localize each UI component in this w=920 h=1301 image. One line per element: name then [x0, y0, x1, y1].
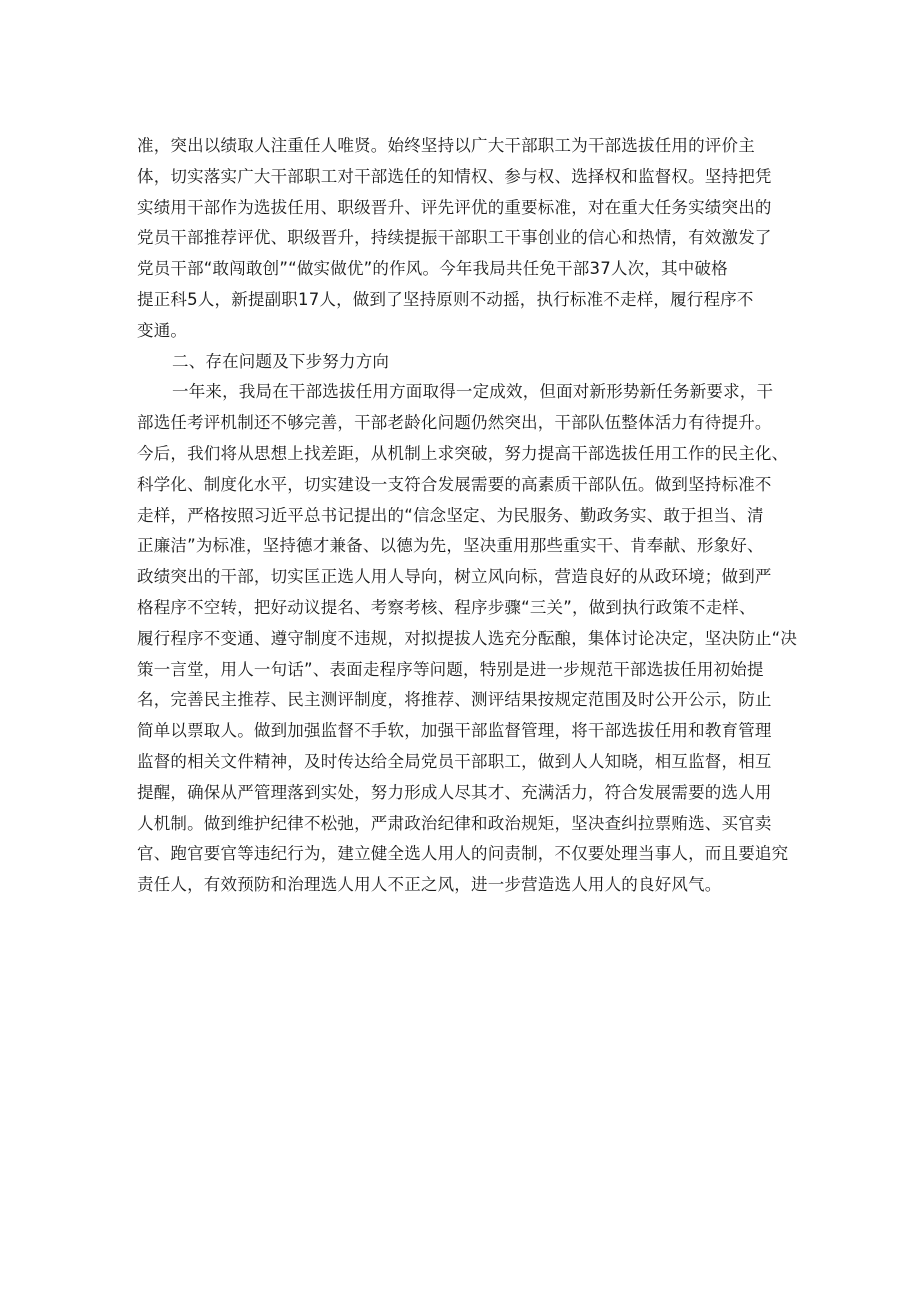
text-line: 策一言堂，用人一句话”、表面走程序等问题，特别是进一步规范干部选拔任用初始提 [137, 659, 764, 679]
text-line: 监督的相关文件精神，及时传达给全局党员干部职工，做到人人知晓，相互监督，相互 [137, 751, 772, 771]
text-line: 体，切实落实广大干部职工对干部选任的知情权、参与权、选择权和监督权。坚持把凭 [137, 166, 772, 186]
document-body [137, 131, 799, 901]
text-line: 今后，我们将从思想上找差距，从机制上求突破，努力提高干部选拔任用工作的民主化、 [137, 443, 789, 463]
text-line: 准，突出以绩取人注重任人唯贤。始终坚持以广大干部职工为干部选拔任用的评价主 [137, 136, 755, 155]
text-line: 党员干部“敢闯敢创”“做实做优”的作风。今年我局共任免干部37人次，其中破格 [137, 259, 728, 279]
text-line: 科学化、制度化水平，切实建设一支符合发展需要的高素质干部队伍。做到坚持标准不 [137, 474, 772, 494]
text-line: 格程序不空转，把好动议提名、考察考核、程序步骤“三关”，做到执行政策不走样、 [137, 597, 756, 617]
paragraph-problems-and-direction [137, 377, 799, 901]
text-line: 名，完善民主推荐、民主测评制度，将推荐、测评结果按规定范围及时公开公示，防止 [137, 690, 772, 710]
text-line: 提醒，确保从严管理落到实处，努力形成人尽其才、充满活力，符合发展需要的选人用 [137, 782, 772, 802]
text-line: 履行程序不变通、遵守制度不违规，对拟提拔人选充分酝酿，集体讨论决定，坚决防止“决 [137, 628, 798, 648]
text-line: 责任人，有效预防和治理选人用人不正之风，进一步营造选人用人的良好风气。 [137, 875, 722, 895]
text-line: 提正科5人，新提副职17人，做到了坚持原则不动摇，执行标准不走样，履行程序不 [137, 289, 754, 309]
text-line: 实绩用干部作为选拔任用、职级晋升、评先评优的重要标准，对在重大任务实绩突出的 [137, 197, 772, 217]
text-line: 正廉洁”为标准，坚持德才兼备、以德为先，坚决重用那些重实干、肯奉献、形象好、 [137, 536, 764, 556]
text-line: 变通。 [137, 320, 188, 340]
text-line: 走样，严格按照习近平总书记提出的“信念坚定、为民服务、勤政务实、敢于担当、清 [137, 505, 764, 525]
section-heading: 二、存在问题及下步努力方向 [172, 351, 390, 371]
text-line: 人机制。做到维护纪律不松弛，严肃政治纪律和政治规矩，坚决查纠拉票贿选、买官卖 [137, 813, 772, 833]
text-line: 政绩突出的干部，切实匡正选人用人导向，树立风向标，营造良好的从政环境；做到严 [137, 567, 772, 587]
text-line: 简单以票取人。做到加强监督不手软，加强干部监督管理，将干部选拔任用和教育管理 [137, 721, 772, 741]
text-line: 党员干部推荐评优、职级晋升，持续提振干部职工干事创业的信心和热情，有效激发了 [137, 228, 772, 248]
paragraph-continued [137, 131, 799, 347]
text-line: 部选任考评机制还不够完善，干部老龄化问题仍然突出，干部队伍整体活力有待提升。 [137, 413, 772, 433]
text-line: 官、跑官要官等违纪行为，建立健全选人用人的问责制，不仅要处理当事人，而且要追究 [137, 844, 789, 864]
text-line: 一年来，我局在干部选拔任用方面取得一定成效，但面对新形势新任务新要求，干 [172, 382, 774, 402]
